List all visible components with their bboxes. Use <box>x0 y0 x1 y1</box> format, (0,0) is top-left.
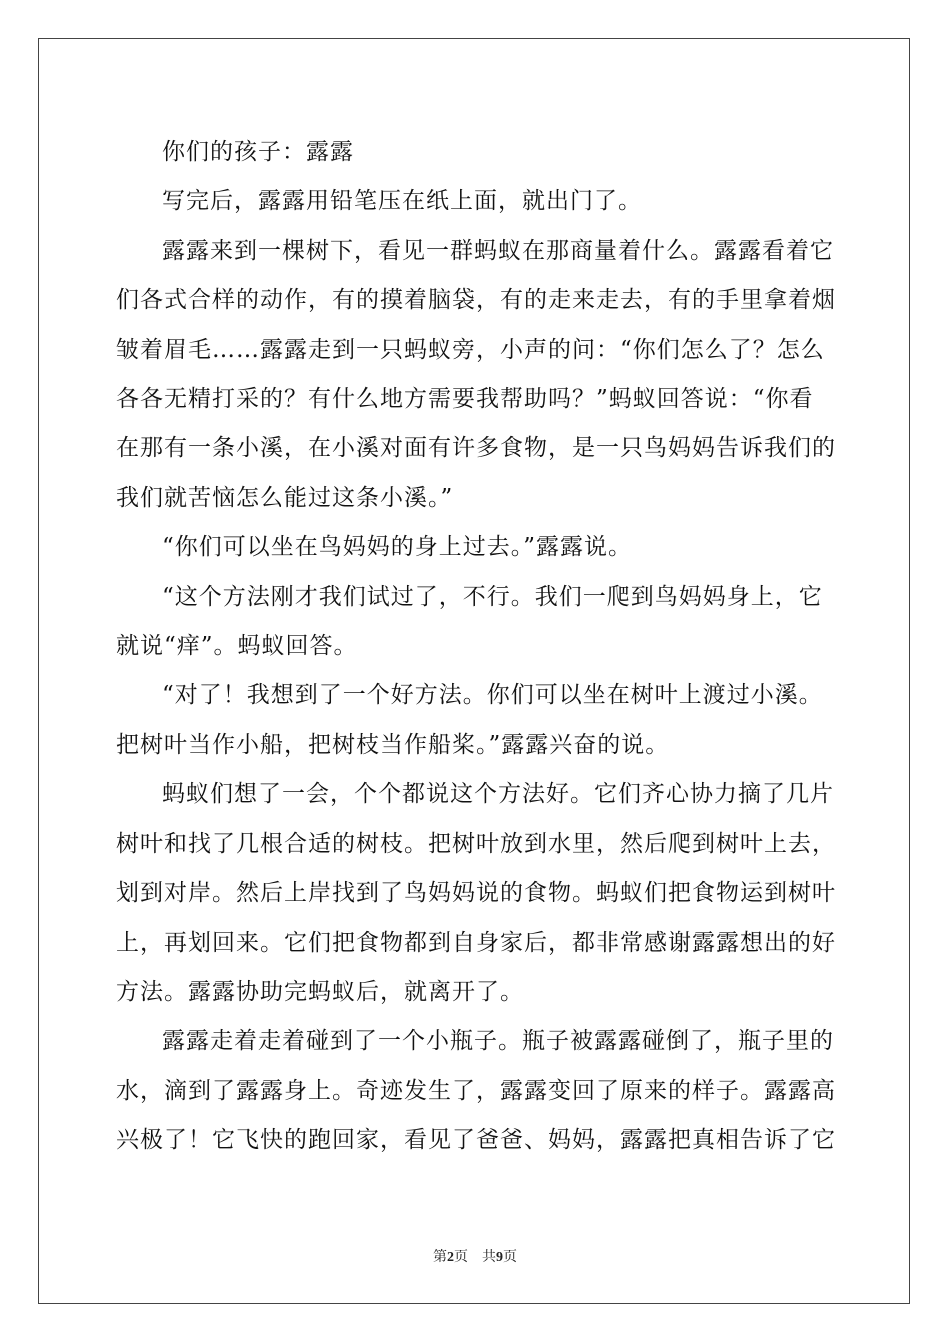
paragraph <box>116 671 834 770</box>
paragraph <box>116 770 834 1017</box>
text-line: 把树叶当作小船，把树枝当作船桨。”露露兴奋的说。 <box>116 731 670 758</box>
text-line: “你们可以坐在鸟妈妈的身上过去。”露露说。 <box>162 534 633 561</box>
text-line: 划到对岸。然后上岸找到了鸟妈妈说的食物。蚂蚁们把食物运到树叶 <box>116 880 836 907</box>
paragraph <box>116 573 834 672</box>
text-line: 方法。露露协助完蚂蚁后，就离开了。 <box>116 978 524 1005</box>
document-body <box>116 128 834 1166</box>
text-line: 上，再划回来。它们把食物都到自身家后，都非常感谢露露想出的好 <box>116 929 836 956</box>
text-line: 我们就苦恼怎么能过这条小溪。” <box>116 484 454 511</box>
total-label-suffix: 页 <box>503 1249 517 1265</box>
text-line: 在那有一条小溪，在小溪对面有许多食物，是一只鸟妈妈告诉我们的 <box>116 435 836 462</box>
paragraph <box>116 177 834 226</box>
text-line: 兴极了！它飞快的跑回家，看见了爸爸、妈妈，露露把真相告诉了它 <box>116 1127 836 1154</box>
text-line: 皱着眉毛……露露走到一只蚂蚁旁，小声的问：“你们怎么了？怎么 <box>116 336 825 363</box>
paragraph <box>116 1017 834 1165</box>
total-pages: 9 <box>496 1250 503 1265</box>
text-line: 蚂蚁们想了一会，个个都说这个方法好。它们齐心协力摘了几片 <box>162 781 834 808</box>
text-line: “对了！我想到了一个好方法。你们可以坐在树叶上渡过小溪。 <box>162 682 823 709</box>
text-line: 就说“痒”。蚂蚁回答。 <box>116 633 358 660</box>
page-number: 2 <box>447 1250 454 1265</box>
page-footer <box>0 1246 950 1266</box>
text-line: 树叶和找了几根合适的树枝。把树叶放到水里，然后爬到树叶上去， <box>116 830 836 857</box>
text-line: 你们的孩子：露露 <box>162 139 354 165</box>
text-line: “这个方法刚才我们试过了，不行。我们一爬到鸟妈妈身上，它 <box>162 583 823 610</box>
text-line: 露露走着走着碰到了一个小瓶子。瓶子被露露碰倒了，瓶子里的 <box>162 1028 834 1055</box>
page-label-prefix: 第 <box>433 1249 447 1265</box>
text-line: 写完后，露露用铅笔压在纸上面，就出门了。 <box>162 188 642 215</box>
total-label-prefix: 共 <box>482 1249 496 1265</box>
text-line: 露露来到一棵树下，看见一群蚂蚁在那商量着什么。露露看着它 <box>162 237 834 264</box>
text-line: 各各无精打采的？有什么地方需要我帮助吗？”蚂蚁回答说：“你看 <box>116 386 814 413</box>
text-line: 水，滴到了露露身上。奇迹发生了，露露变回了原来的样子。露露高 <box>116 1077 836 1104</box>
paragraph <box>116 523 834 572</box>
text-line: 们各式合样的动作，有的摸着脑袋，有的走来走去，有的手里拿着烟 <box>116 287 836 314</box>
paragraph <box>116 128 834 177</box>
page-label-suffix: 页 <box>454 1249 468 1265</box>
paragraph <box>116 227 834 523</box>
